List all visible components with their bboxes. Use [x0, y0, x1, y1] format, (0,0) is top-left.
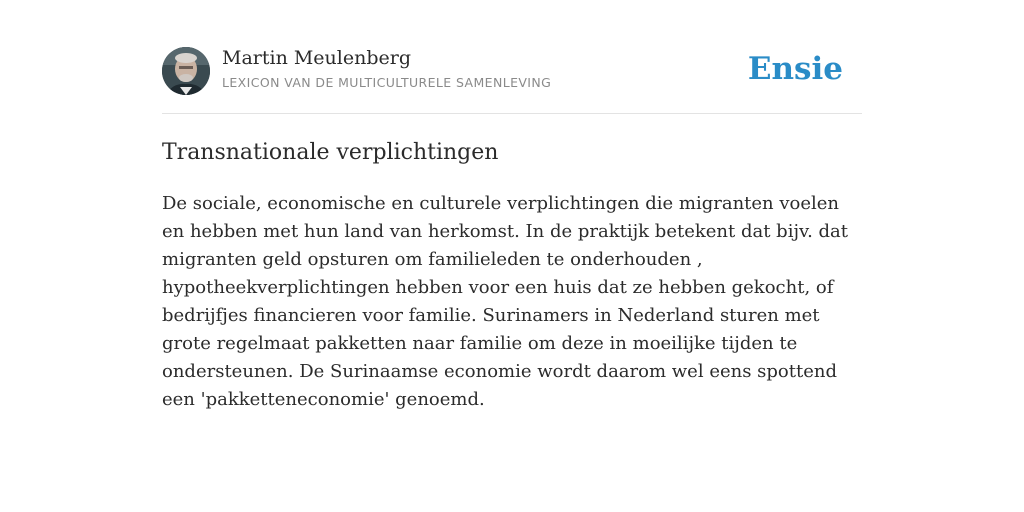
entry-title: Transnationale verplichtingen [162, 140, 499, 165]
author-photo-icon [162, 47, 210, 95]
author-name[interactable]: Martin Meulenberg [222, 47, 411, 69]
header-divider [162, 113, 862, 114]
entry-definition: De sociale, economische en culturele verplichtingen die migranten voelen en hebben met hun land van herkomst. In de praktijk betekent dat bijv. dat migranten geld opsturen om familieleden te onderhouden , hypotheekverplichtingen hebben voor een huis dat ze hebben gekocht, of bedrijfjes financieren voor familie. Surinamers in Nederland sturen met grote regelmaat pakketten naar familie om deze in moeilijke tijden te ondersteunen. De Surinaamse economie wordt daarom wel eens spottend een 'pakketteneconomie' genoemd. [162, 193, 849, 410]
author-avatar[interactable] [162, 47, 210, 95]
brand-logo[interactable]: Ensie [747, 51, 843, 87]
publication-name[interactable]: LEXICON VAN DE MULTICULTURELE SAMENLEVING [222, 75, 552, 90]
card-header [162, 46, 862, 96]
